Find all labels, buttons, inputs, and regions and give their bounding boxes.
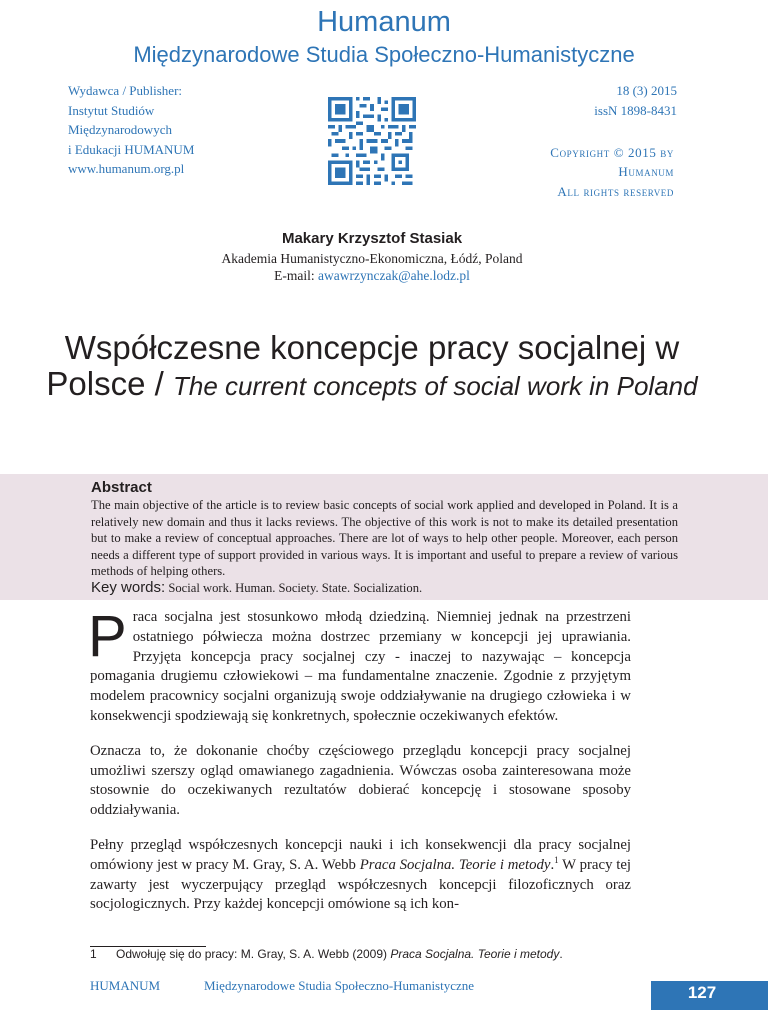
journal-subtitle: Międzynarodowe Studia Społeczno-Humanistyczne (133, 42, 635, 67)
issn: issN 1898-8431 (594, 102, 677, 118)
abstract-heading: Abstract (91, 479, 152, 496)
drop-cap: P (88, 604, 127, 669)
issue-number: 18 (3) 2015 (616, 83, 677, 98)
publisher-line: Wydawca / Publisher: (68, 83, 183, 98)
paragraph-text: Pełny przegląd współczesnych koncepcji nauki i ich konsekwencji dla pracy socjalnej omówiony jest w pracy M. Gray, S. A. Webb (90, 836, 631, 873)
publisher-website-link[interactable]: www.humanum.org.pl (68, 161, 185, 177)
publisher-line: Międzynarodowych (68, 122, 172, 138)
paragraph-text: raca socjalna jest stosunkowo młodą dziedziną. Niemniej jednak na przestrzeni ostatniego półwiecza można dostrzec przemiany w koncepcji jej uprawiania. Przyjęta koncepcja pracy socjalnej czy - inaczej to nazywając – koncepcja pomagania drugiemu człowiekowi – ma fundamentalne znaczenie. Zgodnie z przyjętym modelem pracownicy socjalni organizują swoje oddziaływanie na drugiego człowieka i w konsekwencji spodziewają się konkretnych, społecznie oczekiwanych efektów. (90, 609, 631, 724)
footnote-text: Odwołuję się do pracy: M. Gray, S. A. Webb (2009) (116, 947, 391, 961)
author-affiliation: Akademia Humanistyczno-Ekonomiczna, Łódź, Poland (221, 251, 523, 266)
copyright-line: All rights reserved (557, 183, 674, 199)
body-paragraph (90, 742, 631, 821)
footnote-reference[interactable]: 1 (554, 854, 559, 865)
keywords-label: Key words: (91, 579, 166, 596)
issue-info (594, 81, 677, 120)
title-english: The current concepts of social work in Poland (172, 371, 698, 401)
paragraph-text: . (550, 856, 555, 873)
publisher-line: Instytut Studiów (68, 102, 155, 118)
article-title (40, 330, 704, 404)
title-polish: Współczesne koncepcje pracy socjalnej w Polsce (46, 329, 680, 402)
author-email-link[interactable]: awawrzynczak@ahe.lodz.pl (318, 268, 470, 283)
author-email-line (0, 268, 744, 284)
author-name: Makary Krzysztof Stasiak (281, 230, 463, 247)
keywords: Social work. Human. Society. State. Socialization. (168, 581, 423, 595)
journal-title: Humanum (317, 6, 451, 38)
copyright-line: Humanum (618, 164, 674, 180)
footnote-cited-title: Praca Socjalna. Teorie i metody (390, 947, 560, 961)
publisher-line: i Edukacji HUMANUM (68, 141, 195, 157)
footnote-end: . (559, 947, 563, 961)
copyright-info (550, 143, 674, 201)
body-paragraph (90, 836, 631, 915)
qr-code-icon (326, 97, 418, 185)
publisher-info (68, 81, 194, 179)
cited-work-title: Praca Socjalna. Teorie i metody (359, 856, 551, 873)
keywords-line (91, 579, 691, 596)
email-label: E-mail: (274, 268, 315, 283)
footnote (90, 947, 563, 961)
paragraph-text: Oznacza to, że dokonanie choćby częściowego przeglądu koncepcji pracy socjalnej umożliwi szerszy ogląd omawianego zagadnienia. Wówczas osoba zainteresowana może stosownie do oczekiwanych rezultatów dobierać koncepcję i stosowane sposoby oddziaływania. (90, 742, 631, 819)
footer-journal-subtitle: Międzynarodowe Studia Społeczno-Humanistyczne (204, 978, 475, 993)
body-paragraph (88, 604, 631, 727)
footer-journal-name: HUMANUM (90, 978, 161, 993)
paragraph-text: W pracy tej zawarty jest wyczerpujący przegląd współczesnych koncepcji filozoficznych oraz socjologicznych. Przy każdej koncepcji omówione są ich kon- (90, 856, 632, 913)
page-number: 127 (687, 983, 717, 1002)
copyright-line: Copyright © 2015 by (550, 145, 674, 160)
footnote-number: 1 (90, 947, 97, 961)
body-text (88, 604, 632, 930)
title-separator: / (145, 365, 173, 402)
abstract-text: The main objective of the article is to review basic concepts of social work applied and developed in Poland. It is a relatively new domain and thus it lacks reviews. The objective of this work is not to make its detailed presentation but to make a review of conceptual approaches. There are lot of ways to help other people. Moreover, each person needs a different type of support provided in various ways. It is important and useful to prepare a review of various methods of helping others. (91, 498, 678, 579)
